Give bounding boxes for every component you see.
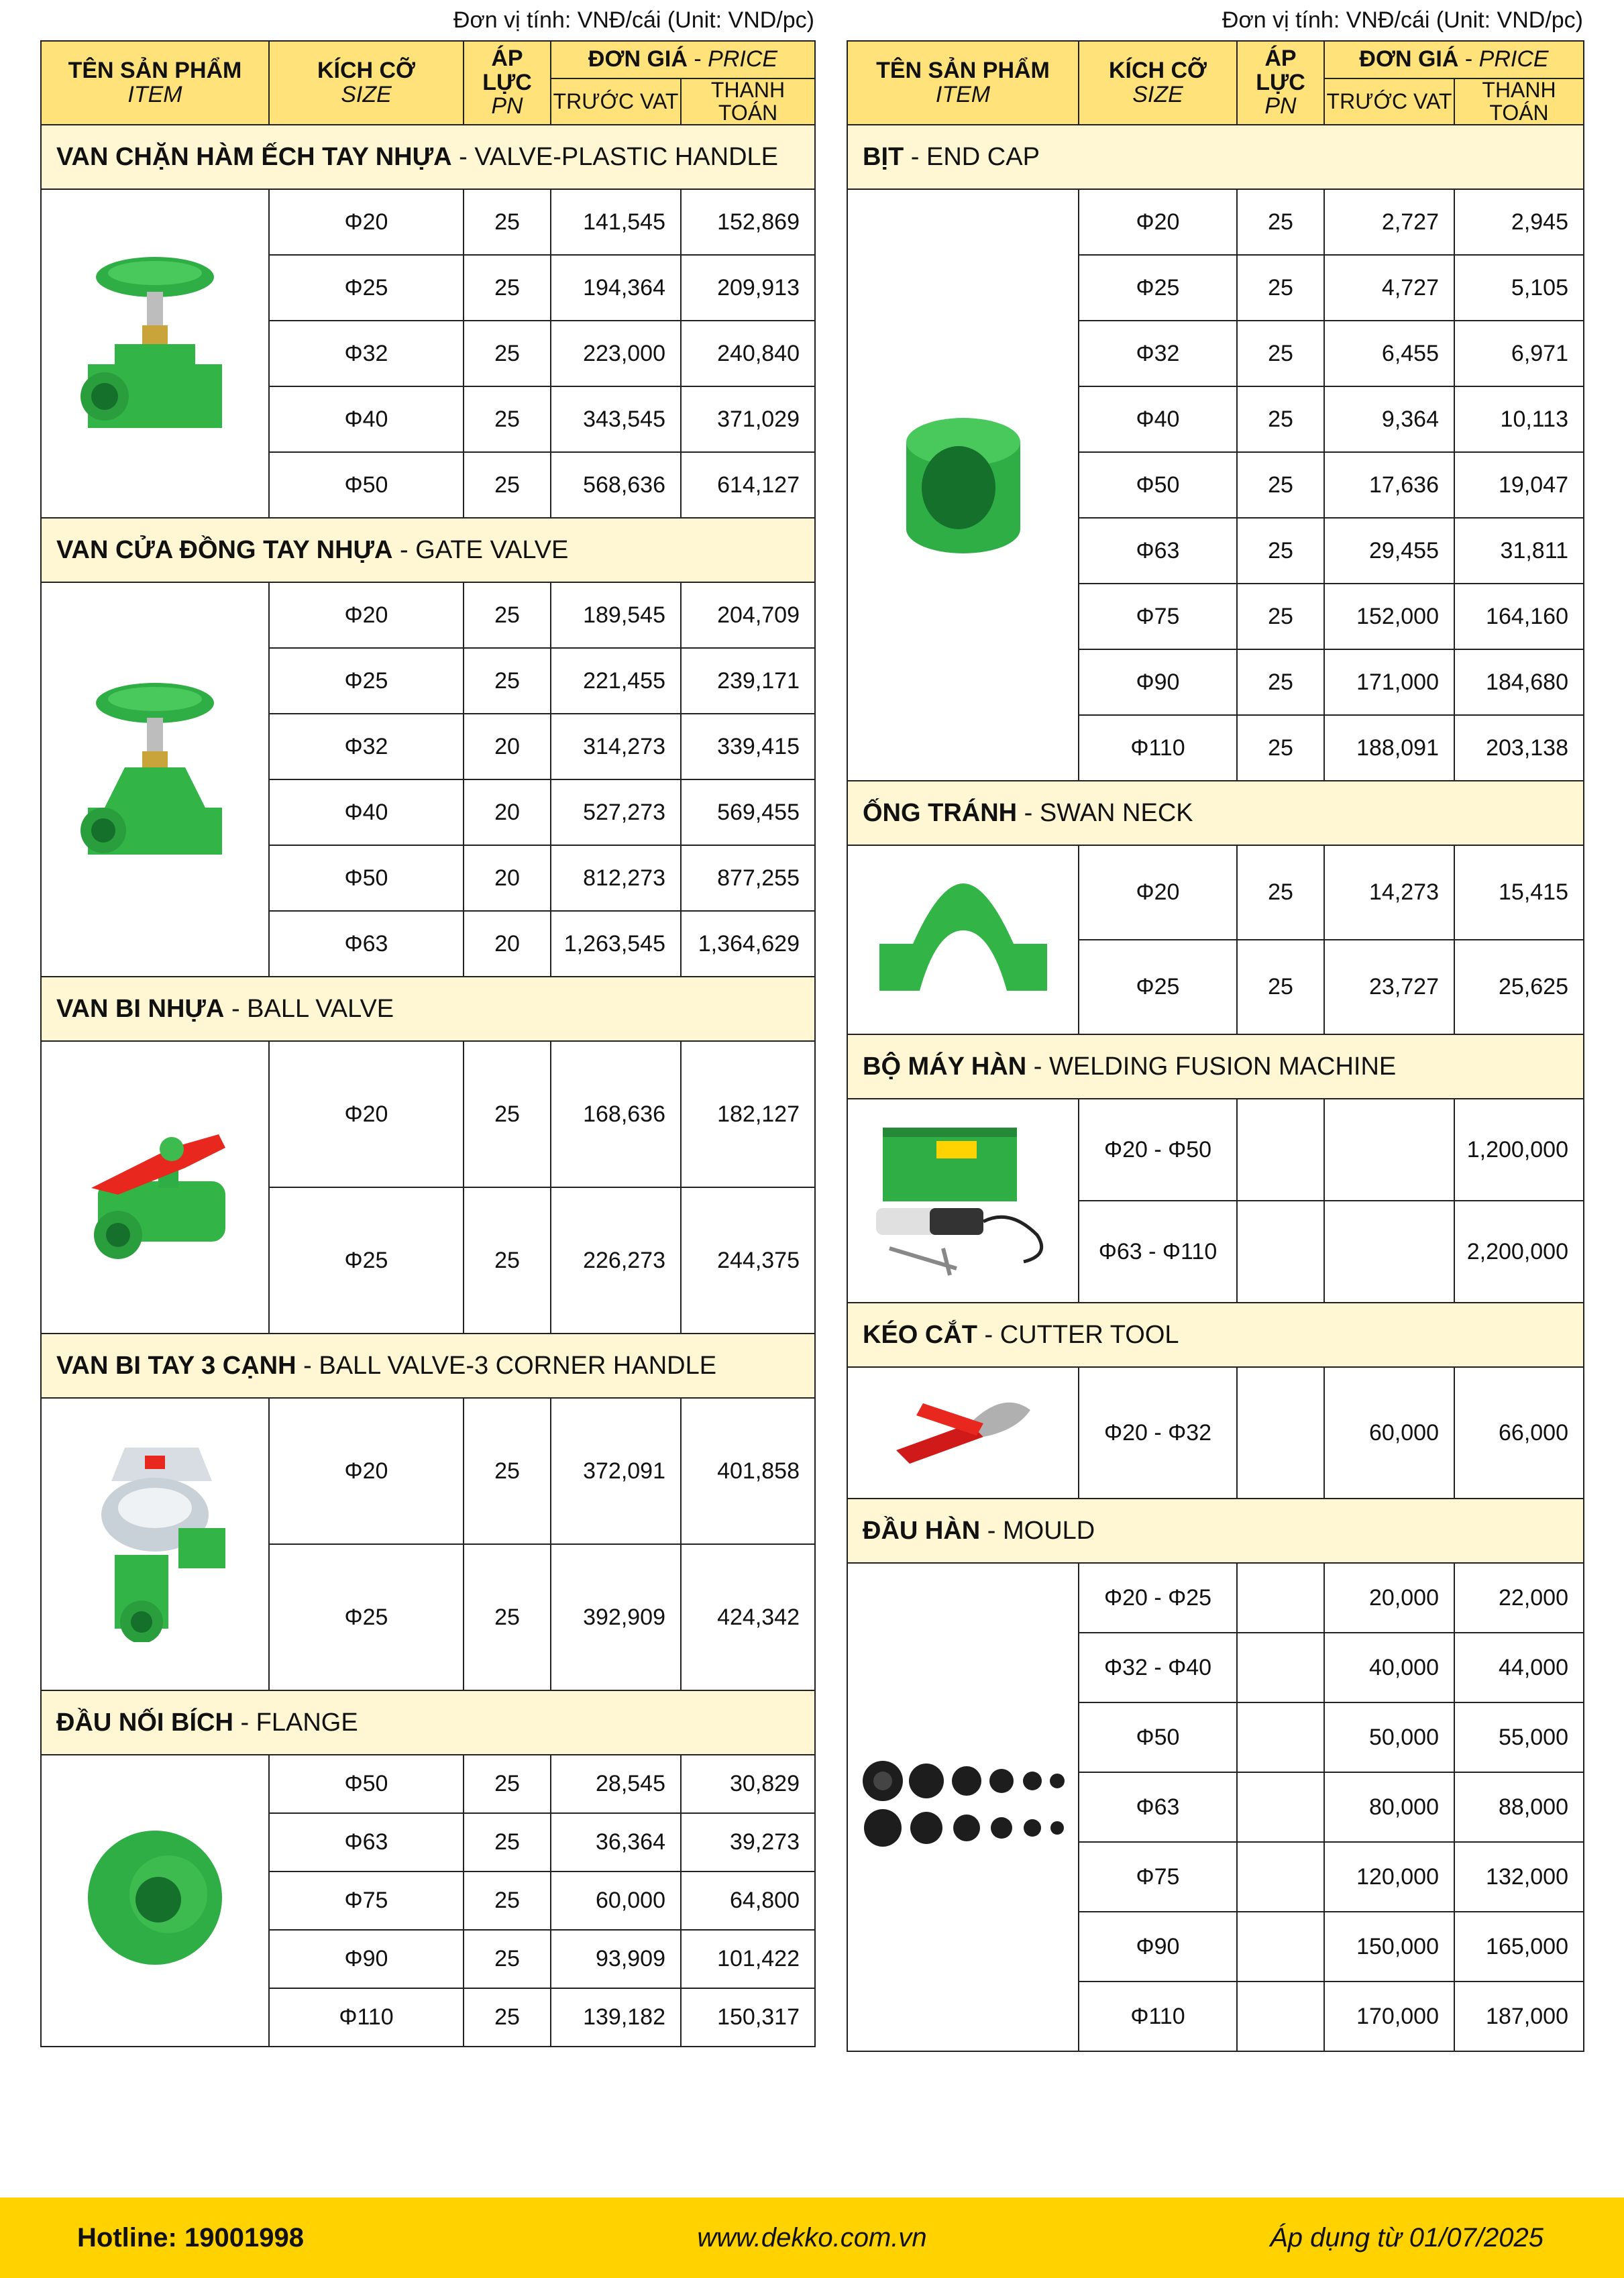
size-cell: Φ20 - Φ32 — [1079, 1367, 1237, 1499]
price-total-cell: 1,200,000 — [1454, 1099, 1584, 1201]
price-total-cell: 5,105 — [1454, 255, 1584, 321]
price-total-cell: 1,364,629 — [681, 911, 815, 977]
pn-cell: 25 — [1237, 845, 1324, 940]
price-total-cell: 203,138 — [1454, 715, 1584, 781]
table-row — [847, 1563, 1584, 1633]
price-before-vat-cell: 60,000 — [1324, 1367, 1454, 1499]
size-cell: Φ25 — [1079, 255, 1237, 321]
col-header-before-vat: TRƯỚC VAT — [1324, 78, 1454, 125]
section-title-vi: ỐNG TRÁNH — [863, 798, 1018, 827]
section-title-en: FLANGE — [256, 1708, 358, 1737]
pn-cell: 25 — [464, 1544, 551, 1690]
price-before-vat-cell: 372,091 — [551, 1398, 681, 1544]
section-header: BỘ MÁY HÀN - WELDING FUSION MACHINE — [847, 1034, 1584, 1099]
price-before-vat-cell: 14,273 — [1324, 845, 1454, 940]
col-header-item: TÊN SẢN PHẨM ITEM — [847, 41, 1079, 125]
size-cell: Φ75 — [269, 1872, 464, 1930]
price-total-cell: 25,625 — [1454, 940, 1584, 1034]
pn-cell: 25 — [464, 321, 551, 386]
col-header-before-vat: TRƯỚC VAT — [551, 78, 681, 125]
pn-cell: 25 — [464, 1813, 551, 1872]
section-title-vi: VAN BI TAY 3 CẠNH — [56, 1351, 296, 1380]
price-before-vat-cell: 392,909 — [551, 1544, 681, 1690]
price-total-cell: 244,375 — [681, 1187, 815, 1334]
price-total-cell: 240,840 — [681, 321, 815, 386]
price-before-vat-cell: 50,000 — [1324, 1702, 1454, 1772]
size-cell: Φ40 — [269, 779, 464, 845]
price-before-vat-cell: 223,000 — [551, 321, 681, 386]
col-header-total: THANH TOÁN — [1454, 78, 1584, 125]
size-cell: Φ63 — [1079, 1772, 1237, 1842]
price-total-cell: 204,709 — [681, 582, 815, 648]
pn-cell: 25 — [464, 1755, 551, 1813]
price-before-vat-cell: 17,636 — [1324, 452, 1454, 518]
pn-cell — [1237, 1702, 1324, 1772]
price-total-cell: 182,127 — [681, 1041, 815, 1187]
section-title-vi: KÉO CẮT — [863, 1320, 977, 1349]
price-total-cell: 19,047 — [1454, 452, 1584, 518]
price-total-cell: 614,127 — [681, 452, 815, 518]
section-title-en: MOULD — [1003, 1516, 1095, 1545]
pn-cell — [1237, 1912, 1324, 1982]
cutter-tool-icon — [847, 1367, 1079, 1499]
col-header-size: KÍCH CỠ SIZE — [1079, 41, 1237, 125]
price-before-vat-cell: 171,000 — [1324, 649, 1454, 715]
price-before-vat-cell: 314,273 — [551, 714, 681, 779]
price-total-cell: 187,000 — [1454, 1982, 1584, 2051]
size-cell: Φ110 — [1079, 1982, 1237, 2051]
price-total-cell: 150,317 — [681, 1988, 815, 2047]
pn-cell: 25 — [464, 648, 551, 714]
pn-cell — [1237, 1633, 1324, 1702]
price-before-vat-cell: 527,273 — [551, 779, 681, 845]
price-before-vat-cell: 168,636 — [551, 1041, 681, 1187]
pn-cell: 25 — [1237, 452, 1324, 518]
pn-cell: 25 — [1237, 715, 1324, 781]
price-total-cell: 2,200,000 — [1454, 1201, 1584, 1303]
table-row — [41, 582, 815, 648]
size-cell: Φ50 — [1079, 1702, 1237, 1772]
price-before-vat-cell: 4,727 — [1324, 255, 1454, 321]
pn-cell: 25 — [464, 1187, 551, 1334]
price-total-cell: 55,000 — [1454, 1702, 1584, 1772]
section-header: KÉO CẮT - CUTTER TOOL — [847, 1303, 1584, 1367]
price-before-vat-cell: 226,273 — [551, 1187, 681, 1334]
price-before-vat-cell: 188,091 — [1324, 715, 1454, 781]
size-cell: Φ20 — [1079, 189, 1237, 255]
size-cell: Φ90 — [269, 1930, 464, 1988]
size-cell: Φ25 — [269, 648, 464, 714]
size-cell: Φ20 — [269, 1398, 464, 1544]
section-title-vi: VAN BI NHỰA — [56, 994, 225, 1023]
size-cell: Φ40 — [269, 386, 464, 452]
welding-machine-icon — [847, 1099, 1079, 1303]
section-title-en: CUTTER TOOL — [999, 1320, 1179, 1349]
section-header: ĐẦU NỐI BÍCH - FLANGE — [41, 1690, 815, 1755]
section-title-vi: VAN CỬA ĐỒNG TAY NHỰA — [56, 535, 393, 564]
price-before-vat-cell: 40,000 — [1324, 1633, 1454, 1702]
col-header-price: ĐƠN GIÁ - PRICE — [551, 41, 815, 78]
size-cell: Φ32 — [269, 714, 464, 779]
footer-hotline[interactable]: Hotline: 19001998 — [77, 2223, 304, 2253]
price-total-cell: 339,415 — [681, 714, 815, 779]
pn-cell: 20 — [464, 911, 551, 977]
price-total-cell: 66,000 — [1454, 1367, 1584, 1499]
price-total-cell: 31,811 — [1454, 518, 1584, 584]
col-header-pn: ÁP LỰC PN — [1237, 41, 1324, 125]
size-cell: Φ32 — [1079, 321, 1237, 386]
price-before-vat-cell: 152,000 — [1324, 584, 1454, 649]
col-header-pn: ÁP LỰC PN — [464, 41, 551, 125]
pn-cell: 25 — [464, 1041, 551, 1187]
size-cell: Φ50 — [269, 1755, 464, 1813]
section-header: VAN CỬA ĐỒNG TAY NHỰA - GATE VALVE — [41, 518, 815, 582]
section-header: VAN CHẶN HÀM ẾCH TAY NHỰA - VALVE-PLASTIC HANDLE — [41, 125, 815, 189]
table-row — [847, 845, 1584, 940]
price-total-cell: 877,255 — [681, 845, 815, 911]
price-total-cell: 2,945 — [1454, 189, 1584, 255]
section-title-vi: BỊT — [863, 142, 904, 171]
size-cell: Φ63 — [269, 1813, 464, 1872]
size-cell: Φ32 - Φ40 — [1079, 1633, 1237, 1702]
section-header: ỐNG TRÁNH - SWAN NECK — [847, 781, 1584, 845]
price-total-cell: 64,800 — [681, 1872, 815, 1930]
pn-cell — [1237, 1367, 1324, 1499]
table-row — [41, 1398, 815, 1544]
price-before-vat-cell: 2,727 — [1324, 189, 1454, 255]
price-total-cell: 6,971 — [1454, 321, 1584, 386]
size-cell: Φ63 — [269, 911, 464, 977]
table-row — [847, 1099, 1584, 1201]
section-title-en: GATE VALVE — [415, 535, 569, 564]
price-total-cell: 88,000 — [1454, 1772, 1584, 1842]
size-cell: Φ110 — [269, 1988, 464, 2047]
size-cell: Φ25 — [269, 1544, 464, 1690]
pn-cell: 20 — [464, 714, 551, 779]
price-total-cell: 401,858 — [681, 1398, 815, 1544]
stop-valve-icon — [41, 189, 269, 518]
price-before-vat-cell: 189,545 — [551, 582, 681, 648]
size-cell: Φ50 — [269, 845, 464, 911]
pn-cell: 25 — [1237, 518, 1324, 584]
footer-effective-date: Áp dụng từ 01/07/2025 — [1270, 2223, 1544, 2253]
section-title-vi: VAN CHẶN HÀM ẾCH TAY NHỰA — [56, 142, 452, 171]
price-table-left — [40, 40, 814, 2047]
size-cell: Φ20 — [269, 1041, 464, 1187]
table-row — [41, 1755, 815, 1813]
price-before-vat-cell: 343,545 — [551, 386, 681, 452]
size-cell: Φ50 — [269, 452, 464, 518]
end-cap-icon — [847, 189, 1079, 781]
pn-cell: 25 — [464, 1398, 551, 1544]
price-before-vat-cell: 93,909 — [551, 1930, 681, 1988]
footer-website[interactable]: www.dekko.com.vn — [697, 2223, 927, 2253]
section-title-vi: BỘ MÁY HÀN — [863, 1052, 1027, 1081]
price-before-vat-cell: 23,727 — [1324, 940, 1454, 1034]
price-total-cell: 152,869 — [681, 189, 815, 255]
col-header-total: THANH TOÁN — [681, 78, 815, 125]
pn-cell: 25 — [1237, 386, 1324, 452]
price-total-cell: 569,455 — [681, 779, 815, 845]
size-cell: Φ63 - Φ110 — [1079, 1201, 1237, 1303]
price-before-vat-cell: 60,000 — [551, 1872, 681, 1930]
swan-neck-icon — [847, 845, 1079, 1034]
price-before-vat-cell: 36,364 — [551, 1813, 681, 1872]
footer-bar — [0, 2198, 1624, 2278]
pn-cell: 25 — [464, 386, 551, 452]
price-total-cell: 424,342 — [681, 1544, 815, 1690]
pn-cell: 25 — [464, 582, 551, 648]
size-cell: Φ20 - Φ50 — [1079, 1099, 1237, 1201]
size-cell: Φ63 — [1079, 518, 1237, 584]
pn-cell — [1237, 1772, 1324, 1842]
price-before-vat-cell: 120,000 — [1324, 1842, 1454, 1912]
price-before-vat-cell: 139,182 — [551, 1988, 681, 2047]
table-row — [847, 189, 1584, 255]
gate-valve-icon — [41, 582, 269, 977]
price-total-cell: 132,000 — [1454, 1842, 1584, 1912]
size-cell: Φ20 — [269, 582, 464, 648]
table-row — [41, 1041, 815, 1187]
table-row — [847, 1367, 1584, 1499]
pn-cell: 25 — [1237, 649, 1324, 715]
section-title-en: BALL VALVE — [247, 994, 394, 1023]
size-cell: Φ32 — [269, 321, 464, 386]
price-before-vat-cell: 1,263,545 — [551, 911, 681, 977]
pn-cell: 20 — [464, 845, 551, 911]
price-before-vat-cell: 6,455 — [1324, 321, 1454, 386]
pn-cell: 25 — [1237, 321, 1324, 386]
pn-cell: 25 — [464, 255, 551, 321]
pn-cell: 20 — [464, 779, 551, 845]
price-before-vat-cell: 194,364 — [551, 255, 681, 321]
price-before-vat-cell: 28,545 — [551, 1755, 681, 1813]
price-total-cell: 101,422 — [681, 1930, 815, 1988]
price-total-cell: 239,171 — [681, 648, 815, 714]
price-before-vat-cell — [1324, 1201, 1454, 1303]
section-header: BỊT - END CAP — [847, 125, 1584, 189]
price-total-cell: 39,273 — [681, 1813, 815, 1872]
section-title-vi: ĐẦU HÀN — [863, 1516, 981, 1545]
size-cell: Φ25 — [269, 1187, 464, 1334]
price-total-cell: 22,000 — [1454, 1563, 1584, 1633]
price-before-vat-cell: 20,000 — [1324, 1563, 1454, 1633]
size-cell: Φ90 — [1079, 1912, 1237, 1982]
size-cell: Φ20 — [1079, 845, 1237, 940]
price-total-cell: 15,415 — [1454, 845, 1584, 940]
price-total-cell: 371,029 — [681, 386, 815, 452]
size-cell: Φ25 — [1079, 940, 1237, 1034]
pn-cell — [1237, 1201, 1324, 1303]
price-table-right — [847, 40, 1583, 2052]
pn-cell: 25 — [1237, 940, 1324, 1034]
price-total-cell: 164,160 — [1454, 584, 1584, 649]
section-title-en: SWAN NECK — [1039, 798, 1193, 827]
price-total-cell: 30,829 — [681, 1755, 815, 1813]
pn-cell: 25 — [1237, 255, 1324, 321]
section-title-vi: ĐẦU NỐI BÍCH — [56, 1708, 233, 1737]
section-title-en: BALL VALVE-3 CORNER HANDLE — [319, 1351, 717, 1380]
pn-cell: 25 — [464, 1930, 551, 1988]
price-before-vat-cell: 80,000 — [1324, 1772, 1454, 1842]
pn-cell — [1237, 1982, 1324, 2051]
size-cell: Φ75 — [1079, 1842, 1237, 1912]
size-cell: Φ20 — [269, 189, 464, 255]
flange-icon — [41, 1755, 269, 2047]
price-total-cell: 165,000 — [1454, 1912, 1584, 1982]
price-before-vat-cell: 170,000 — [1324, 1982, 1454, 2051]
pn-cell — [1237, 1099, 1324, 1201]
price-before-vat-cell: 9,364 — [1324, 386, 1454, 452]
pn-cell: 25 — [1237, 189, 1324, 255]
pn-cell: 25 — [464, 1988, 551, 2047]
price-before-vat-cell: 221,455 — [551, 648, 681, 714]
mould-set-icon — [847, 1563, 1079, 2051]
pn-cell — [1237, 1842, 1324, 1912]
corner-valve-icon — [41, 1398, 269, 1690]
price-before-vat-cell: 568,636 — [551, 452, 681, 518]
price-before-vat-cell: 141,545 — [551, 189, 681, 255]
price-before-vat-cell: 812,273 — [551, 845, 681, 911]
table-row — [41, 189, 815, 255]
pn-cell: 25 — [1237, 584, 1324, 649]
price-before-vat-cell — [1324, 1099, 1454, 1201]
ball-valve-icon — [41, 1041, 269, 1334]
price-total-cell: 184,680 — [1454, 649, 1584, 715]
section-header: ĐẦU HÀN - MOULD — [847, 1499, 1584, 1563]
section-title-en: WELDING FUSION MACHINE — [1048, 1052, 1397, 1081]
size-cell: Φ20 - Φ25 — [1079, 1563, 1237, 1633]
col-header-item: TÊN SẢN PHẨM ITEM — [41, 41, 269, 125]
price-total-cell: 209,913 — [681, 255, 815, 321]
col-header-size: KÍCH CỠ SIZE — [269, 41, 464, 125]
size-cell: Φ50 — [1079, 452, 1237, 518]
price-before-vat-cell: 29,455 — [1324, 518, 1454, 584]
price-total-cell: 44,000 — [1454, 1633, 1584, 1702]
pn-cell: 25 — [464, 189, 551, 255]
size-cell: Φ110 — [1079, 715, 1237, 781]
col-header-price: ĐƠN GIÁ - PRICE — [1324, 41, 1584, 78]
section-title-en: VALVE-PLASTIC HANDLE — [474, 142, 778, 171]
price-before-vat-cell: 150,000 — [1324, 1912, 1454, 1982]
unit-label-left: Đơn vị tính: VNĐ/cái (Unit: VND/pc) — [453, 7, 814, 33]
price-total-cell: 10,113 — [1454, 386, 1584, 452]
size-cell: Φ40 — [1079, 386, 1237, 452]
section-header: VAN BI TAY 3 CẠNH - BALL VALVE-3 CORNER HANDLE — [41, 1334, 815, 1398]
pn-cell: 25 — [464, 452, 551, 518]
pn-cell — [1237, 1563, 1324, 1633]
size-cell: Φ90 — [1079, 649, 1237, 715]
size-cell: Φ25 — [269, 255, 464, 321]
pn-cell: 25 — [464, 1872, 551, 1930]
size-cell: Φ75 — [1079, 584, 1237, 649]
unit-label-right: Đơn vị tính: VNĐ/cái (Unit: VND/pc) — [1222, 7, 1583, 33]
section-header: VAN BI NHỰA - BALL VALVE — [41, 977, 815, 1041]
section-title-en: END CAP — [926, 142, 1040, 171]
